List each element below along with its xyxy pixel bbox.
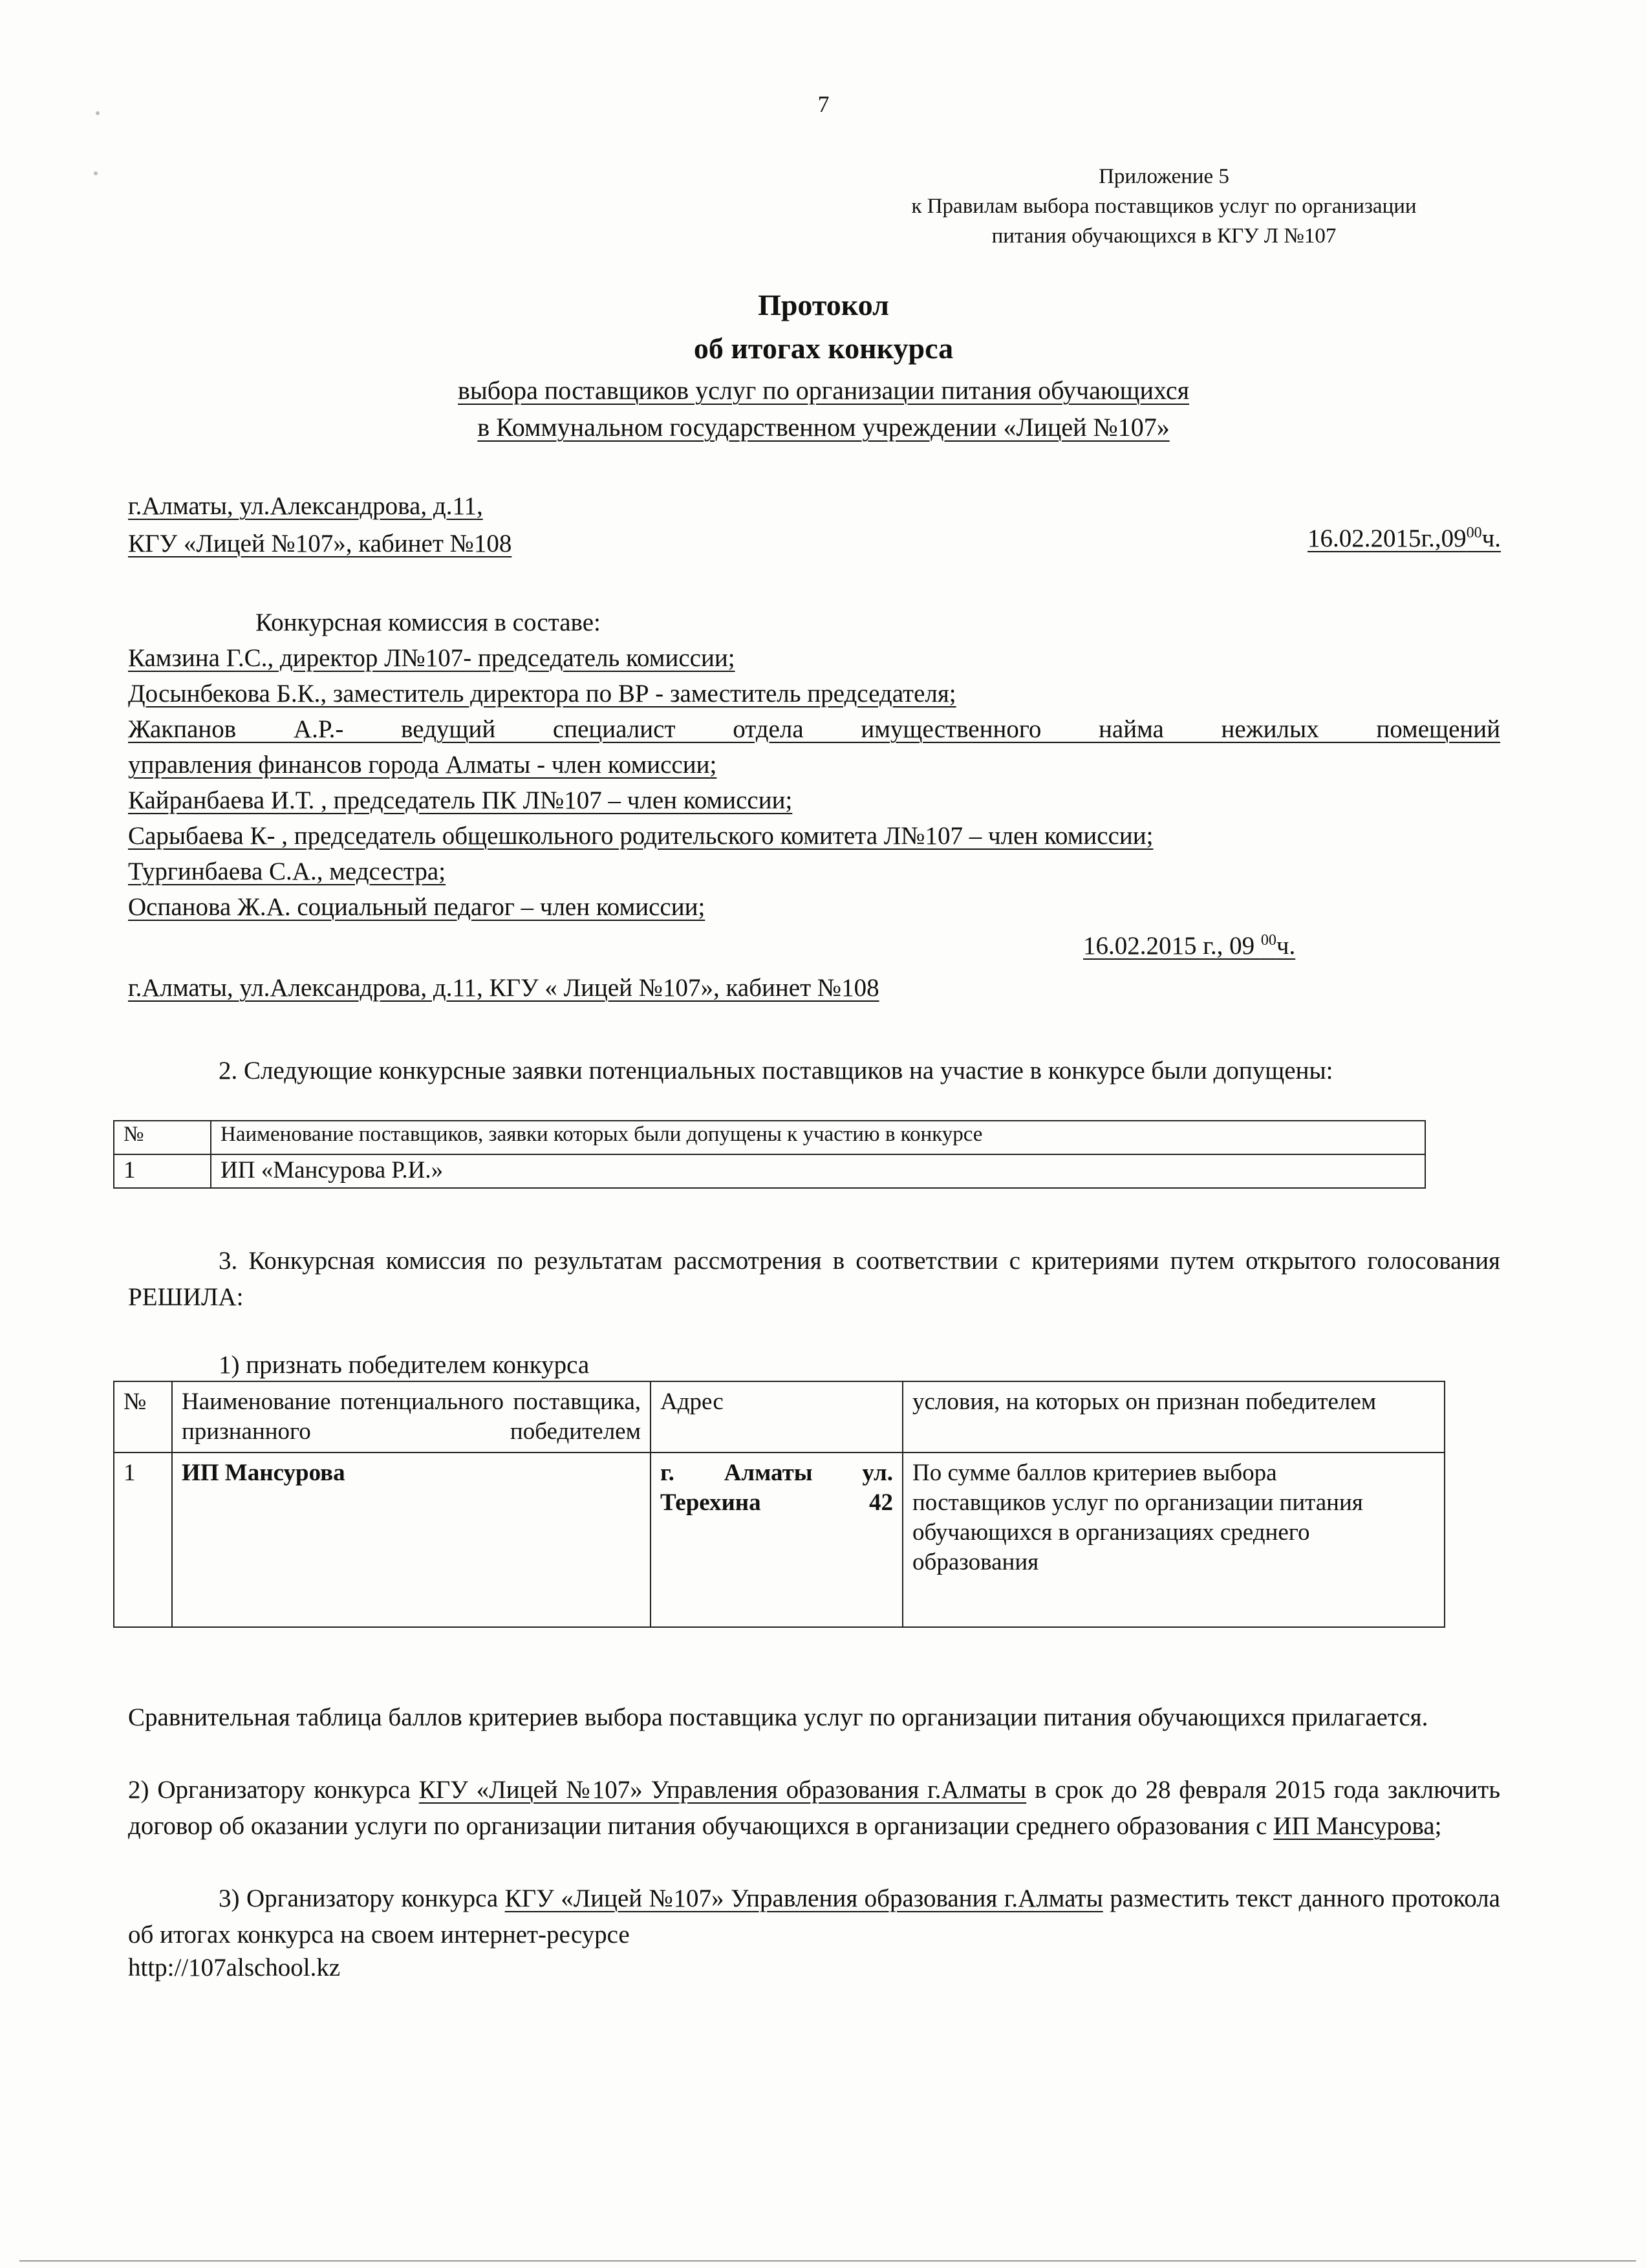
table-row: [114, 1154, 1425, 1188]
appendix-line-2: к Правилам выбора поставщиков услуг по организации: [911, 195, 1417, 218]
commission-member-5-wrap: [128, 821, 1153, 850]
meeting-date-sup: 00: [1466, 524, 1482, 541]
meeting-date-suffix: ч.: [1481, 524, 1501, 552]
admitted-suppliers-table: [113, 1120, 1426, 1189]
meeting-date: [1308, 524, 1501, 553]
item-3-text: разместить текст данного протокола об итогах конкурса на своем интернет-ресурсе: [128, 1885, 1500, 1949]
scan-dot: [94, 171, 98, 175]
document-title: Протокол: [758, 288, 889, 321]
document-subtitle-2: в Коммунальном государственном учреждении «Лицей №107»: [477, 413, 1170, 442]
commission-member: Сарыбаева К- , председатель общешкольного родительского комитета Л№107 – член комиссии;: [128, 822, 1154, 850]
table-header-cell: №: [114, 1121, 211, 1154]
opening-date-main: 16.02.2015 г., 09: [1083, 932, 1261, 960]
document-subtitle-1: выбора поставщиков услуг по организации питания обучающихся: [458, 376, 1189, 405]
meeting-date-main: 16.02.2015г.,09: [1308, 524, 1467, 552]
winner-name-link: ИП Мансурова: [1273, 1812, 1435, 1840]
winner-name-cell: ИП Мансурова: [172, 1453, 651, 1627]
commission-member-4-wrap: [128, 786, 792, 815]
commission-member: Камзина Г.С., директор Л№107- председатель комиссии;: [128, 644, 735, 672]
website-url: http://107alschool.kz: [128, 1954, 341, 1982]
opening-address-wrap: [128, 973, 879, 1002]
commission-member: Досынбекова Б.К., заместитель директора по ВР - заместитель председателя;: [128, 680, 956, 707]
item-2-text: в срок до 28 февраля 2015 года заключить договор об оказании услуги по организации питания обучающихся в организации среднего образования с: [128, 1776, 1500, 1840]
scan-dot: [96, 111, 100, 115]
commission-intro: Конкурсная комиссия в составе:: [255, 609, 601, 636]
document-subtitle-1-wrap: [0, 375, 1647, 405]
table-cell: 1: [114, 1453, 172, 1627]
organizer-name: КГУ «Лицей №107» Управления образования г.Алматы: [418, 1776, 1027, 1804]
section-3-item-1: 1) признать победителем конкурса: [219, 1351, 590, 1379]
table-header-cell: Наименование поставщиков, заявки которых были допущены к участию в конкурсе: [211, 1121, 1425, 1154]
commission-member: Оспанова Ж.А. социальный педагог – член комиссии;: [128, 893, 705, 921]
table-header-row: [114, 1121, 1425, 1154]
location-line-1-wrap: [128, 491, 483, 521]
commission-member: Кайранбаева И.Т. , председатель ПК Л№107 – член комиссии;: [128, 786, 793, 814]
document-subtitle-2-wrap: [0, 412, 1647, 442]
commission-member: Жакпанов А.Р.- ведущий специалист отдела имущественного найма нежилых помещений: [128, 715, 1500, 743]
appendix-line-1: Приложение 5: [1099, 165, 1229, 188]
scan-edge-line: [19, 2260, 1636, 2262]
opening-date-sup: 00: [1260, 932, 1276, 949]
section-2-text: 2. Следующие конкурсные заявки потенциальных поставщиков на участие в конкурсе были допущены:: [219, 1057, 1333, 1085]
item-3-prefix: 3) Организатору конкурса: [219, 1885, 505, 1912]
item-2-end: ;: [1434, 1812, 1442, 1840]
commission-member-6-wrap: [128, 857, 446, 886]
section-3-item-3: [128, 1881, 1500, 1953]
location-line-1: г.Алматы, ул.Александрова, д.11,: [128, 492, 483, 520]
commission-member-7-wrap: [128, 892, 705, 922]
table-header-cell: Наименование потенциального поставщика, признанного победителем: [172, 1381, 651, 1453]
opening-date-suffix: ч.: [1276, 932, 1296, 960]
table-header-cell: №: [114, 1381, 172, 1453]
location-line-2: КГУ «Лицей №107», кабинет №108: [128, 530, 512, 557]
commission-member-1-wrap: [128, 643, 735, 673]
commission-member: управления финансов города Алматы - член комиссии;: [128, 751, 717, 779]
commission-member-3-wrap: [128, 715, 1500, 744]
organizer-name: КГУ «Лицей №107» Управления образования г.Алматы: [504, 1885, 1103, 1912]
table-header-cell: Адрес: [651, 1381, 903, 1453]
winner-conditions-cell: По сумме баллов критериев выбора поставщиков услуг по организации питания обучающихся в организациях среднего образования: [903, 1453, 1445, 1627]
document-title-line-2: об итогах конкурса: [693, 332, 954, 365]
commission-member-2-wrap: [128, 679, 956, 708]
table-cell: 1: [114, 1154, 211, 1188]
table-cell: ИП «Мансурова Р.И.»: [211, 1154, 1425, 1188]
commission-member-3b-wrap: [128, 750, 716, 779]
table-header-cell: условия, на которых он признан победителем: [903, 1381, 1445, 1453]
item-2-prefix: 2) Организатору конкурса: [128, 1776, 419, 1804]
location-line-2-wrap: [128, 529, 511, 558]
page-number: 7: [817, 91, 830, 117]
comparative-table-note: Сравнительная таблица баллов критериев выбора поставщика услуг по организации питания обучающихся прилагается.: [128, 1703, 1428, 1731]
table-row: [114, 1453, 1445, 1627]
commission-member: Тургинбаева С.А., медсестра;: [128, 858, 446, 885]
section-3-text: 3. Конкурсная комиссия по результатам рассмотрения в соответствии с критериями путем открытого голосования РЕШИЛА:: [128, 1247, 1500, 1311]
section-3-item-2: [128, 1772, 1500, 1844]
opening-date: [1083, 931, 1295, 960]
winner-address-cell: г. Алматы ул. Терехина 42: [651, 1453, 903, 1627]
appendix-line-3: питания обучающихся в КГУ Л №107: [991, 224, 1337, 248]
opening-address: г.Алматы, ул.Александрова, д.11, КГУ « Лицей №107», кабинет №108: [128, 974, 879, 1002]
table-header-row: [114, 1381, 1445, 1453]
appendix-header: [841, 162, 1487, 251]
winner-table: [113, 1381, 1445, 1628]
